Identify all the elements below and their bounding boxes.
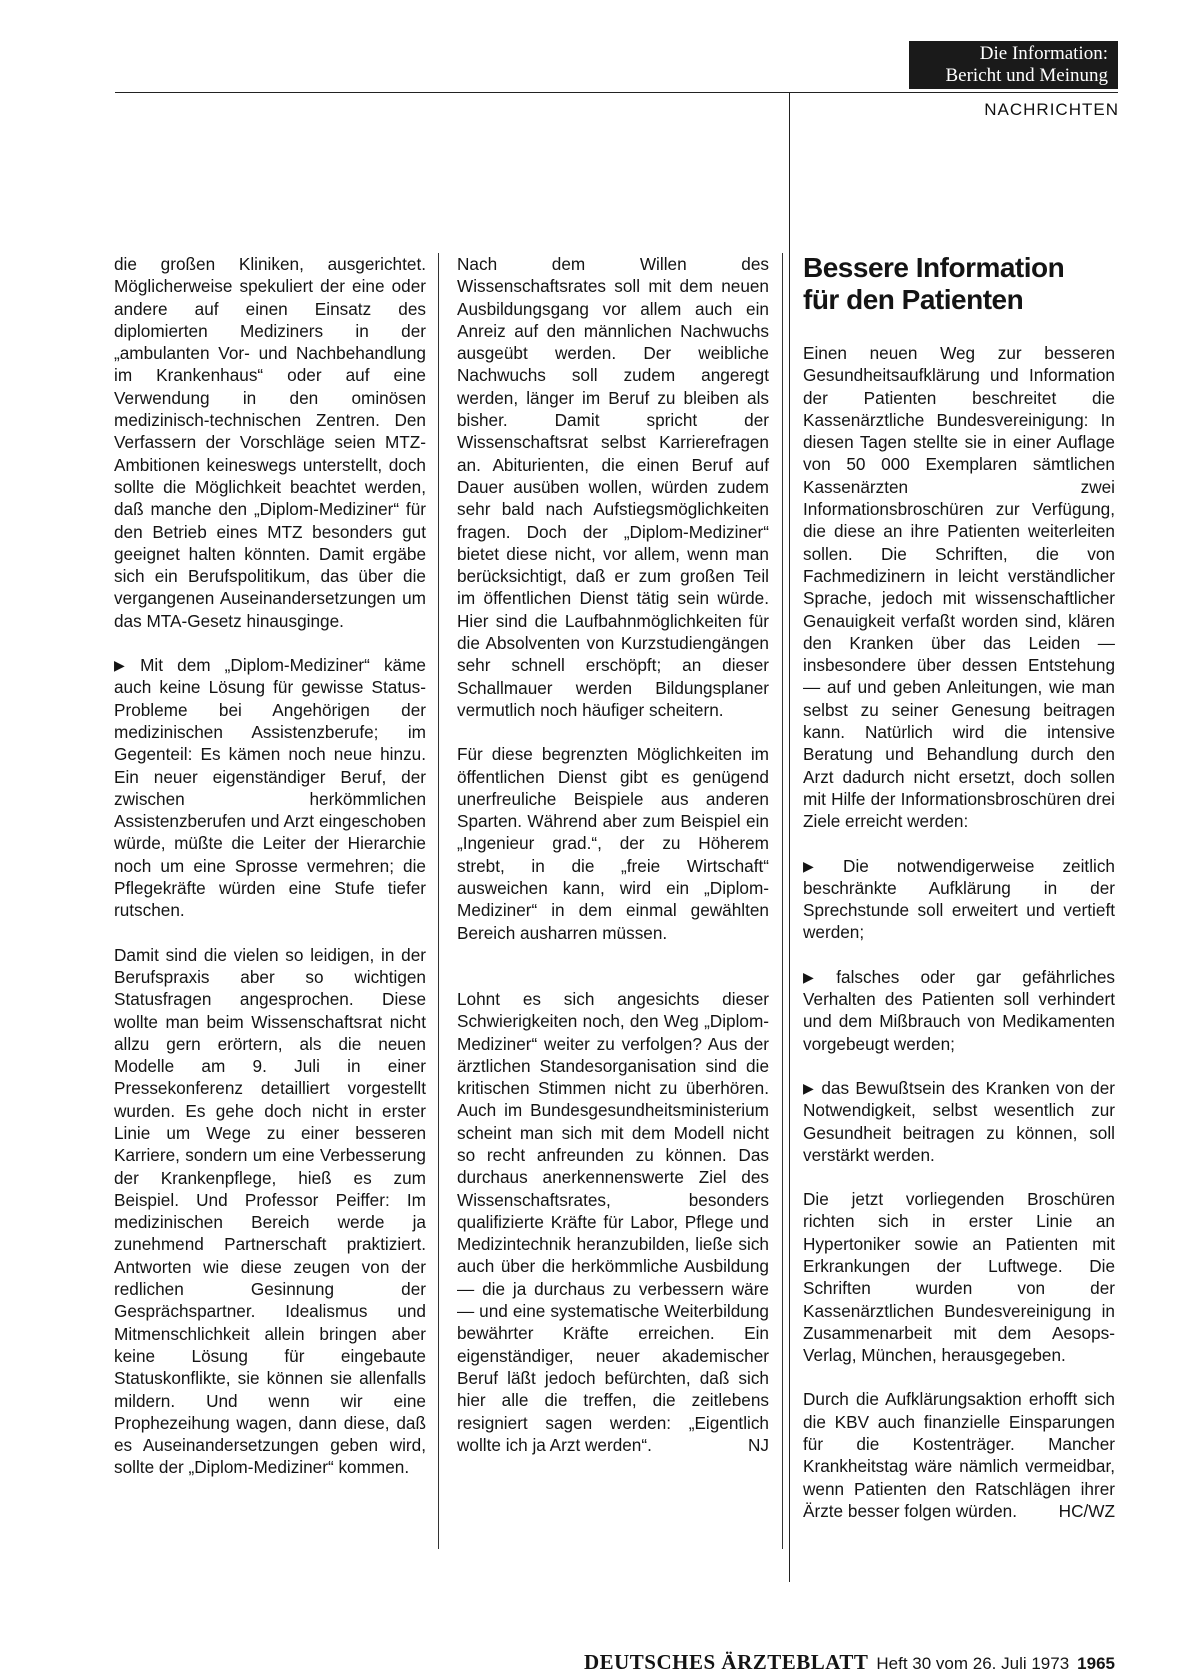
headline-line-1: Bessere Information xyxy=(803,252,1065,283)
col1-paragraph-2-text: Mit dem „Diplom-Mediziner“ käme auch keine Lösung für gewisse Status-Probleme bei Angehörigen der medizinischen Assistenzberufe; im Gegenteil: Es kämen noch neue hinzu. Ein neuer eigenständiger Beruf, der zwischen herkömmlichen Assistenzberufen und Arzt eingeschoben würde, müßte die Leiter der Hierarchie noch um eine Sprosse vermehren; die Pflegekräfte würden eine Stufe tiefer rutschen. xyxy=(114,655,426,921)
col2-paragraph-2: Für diese begrenzten Möglichkeiten im öffentlichen Dienst gibt es genügend unerfreuliche Beispiele aus anderen Sparten. Während aber zum Beispiel ein „Ingenieur grad.“, der zu Höherem strebt, in die „freie Wirtschaft“ ausweichen kann, wird ein „Diplom-Mediziner“ in dem einmal gewählten Bereich ausharren müssen. xyxy=(457,744,769,943)
page-footer xyxy=(584,1650,1115,1675)
author-signature: HC/WZ xyxy=(1058,1500,1115,1521)
header-rule xyxy=(115,92,1118,93)
article-column-1 xyxy=(114,253,426,1501)
bullet-item-1-text: Die notwendigerweise zeitlich beschränkte Aufklärung in der Sprechstunde soll erweitert und vertieft werden; xyxy=(803,855,1115,943)
col3-paragraph-1: Einen neuen Weg zur besseren Gesundheitsaufklärung und Information der Patienten beschreitet die Kassenärztliche Bundesvereinigung: In diesen Tagen stellte sie in einer Auflage von 50 000 Exemplaren sämtlichen Kassenärzten zwei Informationsbroschüren zur Verfügung, die diese an ihre Patienten weiterleiten sollen. Die Schriften, die von Fachmedizinern in leicht verständlicher Sprache, jedoch mit wissenschaftlicher Genauigkeit verfaßt worden sind, klären den Kranken über das Leiden — insbesondere über dessen Entstehung — auf und geben Anleitungen, wie man selbst zu seiner Genesung beitragen kann. Natürlich wird die intensive Beratung und Behandlung durch den Arzt dadurch nicht ersetzt, doch sollen mit Hilfe der Informationsbroschüren drei Ziele erreicht werden: xyxy=(803,343,1115,832)
triangle-bullet-icon: ▶ xyxy=(803,968,831,985)
headline-line-2: für den Patienten xyxy=(803,284,1024,315)
section-label: NACHRICHTEN xyxy=(984,100,1119,119)
bullet-item-2-text: falsches oder gar gefährliches Verhalten des Patienten soll verhindert und dem Mißbrauch von Medikamenten vorgebeugt werden; xyxy=(803,966,1115,1054)
col3-paragraph-2: Die jetzt vorliegenden Broschüren richten sich in erster Linie an Hypertoniker sowie an Patienten mit Erkrankungen der Luftwege. Die Schriften wurden von der Kassenärztlichen Bundesvereinigung in Zusammenarbeit mit dem Aesops-Verlag, München, herausgegeben. xyxy=(803,1189,1115,1366)
column-rule-1 xyxy=(438,253,439,1549)
col2-paragraph-3 xyxy=(457,988,769,1456)
issue-info: Heft 30 vom 26. Juli 1973 xyxy=(876,1654,1070,1673)
col1-paragraph-3: Damit sind die vielen so leidigen, in der Berufspraxis aber so wichtigen Statusfragen angesprochen. Diese wollte man beim Wissenschaftsrat nicht allzu gern erörtern, als die neuen Modelle am 9. Juli in einer Pressekonferenz detailliert vorgestellt wurden. Es gehe doch nicht in erster Linie um Wege zu einer besseren Karriere, sondern um eine Verbesserung der Krankenpflege, hieß es zum Beispiel. Und Professor Peiffer: Im medizinischen Bereich werde ja zunehmend Partnerschaft praktiziert. Antworten wie diese zeugen von der redlichen Gesinnung der Gesprächspartner. Idealismus und Mitmenschlichkeit allein bringen aber keine Lösung für eingebaute Statuskonflikte, sie können sie allenfalls mildern. Und wenn wir eine Prophezeihung wagen, dann diese, daß es Auseinandersetzungen geben wird, sollte der „Diplom-Mediziner“ kommen. xyxy=(114,944,426,1478)
bullet-item-3 xyxy=(803,1077,1115,1166)
news-column xyxy=(803,342,1115,1544)
bullet-item-2 xyxy=(803,966,1115,1055)
col3-paragraph-3-text: Durch die Aufklärungsaktion erhofft sich die KBV auch finanzielle Einsparungen für die Kostenträger. Mancher Krankheitstag wäre nämlich vermeidbar, wenn Patienten den Ratschlägen ihrer Ärzte besser folgen würden. xyxy=(803,1389,1115,1521)
col2-paragraph-3-text: Lohnt es sich angesichts dieser Schwierigkeiten noch, den Weg „Diplom-Mediziner“ weiter zu verfolgen? Aus der ärztlichen Standesorganisation sind die kritischen Stimmen nicht zu überhören. Auch im Bundesgesundheitsministerium scheint man sich mit dem Modell nicht so recht anfreunden zu können. Das durchaus anerkennenswerte Ziel des Wissenschaftsrates, besonders qualifizierte Kräfte für Labor, Pflege und Medizintechnik heranzubilden, ließe sich auch über die herkömmliche Ausbildung — die ja durchaus zu verbessern wäre — und eine systematische Weiterbildung bewährter Kräfte erreichen. Ein eigenständiger, neuer akademischer Beruf läßt jedoch befürchten, daß sich hier alle die treffen, die zeitlebens resigniert sagen werden: „Eigentlich wollte ich ja Arzt werden“. xyxy=(457,988,769,1455)
col3-paragraph-3 xyxy=(803,1388,1115,1522)
page-number: 1965 xyxy=(1077,1654,1115,1673)
section-divider xyxy=(789,92,790,1582)
rubric-line-2: Bericht und Meinung xyxy=(945,65,1108,86)
triangle-bullet-icon: ▶ xyxy=(114,657,135,674)
col1-paragraph-2 xyxy=(114,654,426,922)
col1-paragraph-1: die großen Kliniken, ausgerichtet. Möglicherweise spekuliert der eine oder andere auf einen Einsatz des diplomierten Mediziners in der „ambulanten Vor- und Nachbehandlung im Krankenhaus“ oder auf eine Verwendung in den ominösen medizinisch-technischen Zentren. Den Verfassern der Vorschläge seien MTZ-Ambitionen keineswegs unterstellt, doch sollte die Möglichkeit beachtet werden, daß manche den „Diplom-Mediziner“ für den Betrieb eines MTZ besonders gut geeignet halten könnten. Damit ergäbe sich ein Berufspolitikum, das über die vergangenen Auseinandersetzungen um das MTA-Gesetz hinausginge. xyxy=(114,254,426,631)
triangle-bullet-icon: ▶ xyxy=(803,857,838,874)
news-headline xyxy=(803,252,1123,316)
bullet-item-1 xyxy=(803,855,1115,944)
article-column-2 xyxy=(457,253,769,1478)
column-rule-2 xyxy=(782,253,783,1549)
col2-paragraph-1: Nach dem Willen des Wissenschaftsrates soll mit dem neuen Ausbildungsgang vor allem auch ein Anreiz auf den männlichen Nachwuchs ausgeübt werden. Der weibliche Nachwuchs soll zudem angeregt werden, länger im Beruf zu bleiben als bisher. Damit spricht der Wissenschaftsrat selbst Karrierefragen an. Abiturienten, die einen Beruf auf Dauer ausüben wollen, würden zudem sehr bald nach Aufstiegsmöglichkeiten fragen. Doch der „Diplom-Mediziner“ bietet diese nicht, vor allem, wenn man berücksichtigt, daß er zum großen Teil im öffentlichen Dienst tätig sein würde. Hier sind die Laufbahnmöglichkeiten für die Absolventen von Kurzstudiengängen sehr schnell erschöpft; an dieser Schallmauer werden Bildungsplaner vermutlich noch häufiger scheitern. xyxy=(457,254,769,720)
rubric-line-1: Die Information: xyxy=(979,43,1108,64)
rubric-badge xyxy=(909,41,1118,89)
triangle-bullet-icon: ▶ xyxy=(803,1079,816,1096)
magazine-name: DEUTSCHES ÄRZTEBLATT xyxy=(583,1650,869,1674)
author-signature: NJ xyxy=(747,1434,769,1455)
bullet-item-3-text: das Bewußtsein des Kranken von der Notwendigkeit, selbst wesentlich zur Gesundheit beitragen zu können, soll verstärkt werden. xyxy=(803,1077,1115,1165)
